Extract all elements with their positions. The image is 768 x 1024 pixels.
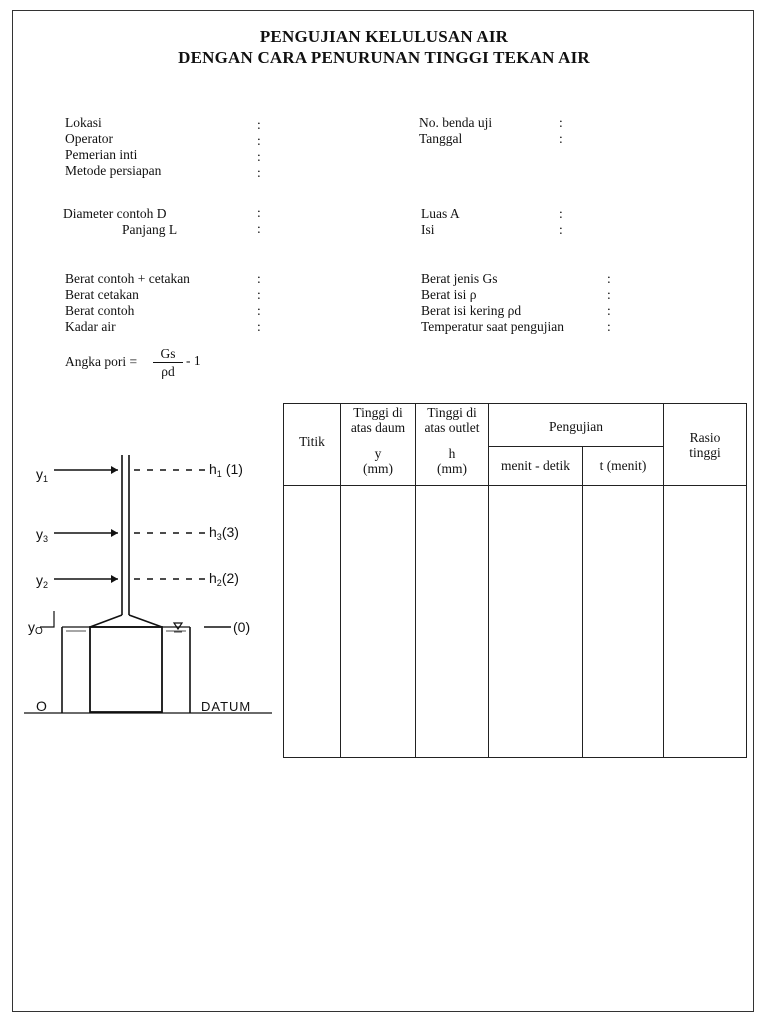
label-lokasi: Lokasi (65, 115, 102, 130)
formula-label: Angka pori = (65, 354, 138, 369)
colon-operator: : (257, 133, 261, 148)
colon-berat-isi: : (607, 287, 611, 302)
label-datum: DATUM (201, 699, 252, 714)
fraction-bar (153, 362, 183, 363)
header-menit-detik: menit - detik (489, 447, 583, 486)
label-diameter: Diameter contoh D (63, 206, 167, 221)
colon-metode-persiapan: : (257, 165, 261, 180)
label-berat-contoh: Berat contoh (65, 303, 135, 318)
formula-fraction (153, 346, 183, 379)
header-titik: Titik (284, 404, 341, 486)
label-h1: h (209, 461, 217, 477)
label-berat-contoh-cetakan: Berat contoh + cetakan (65, 271, 190, 286)
water-level-icon (174, 623, 182, 629)
colon-luas: : (559, 206, 563, 221)
colon-isi: : (559, 222, 563, 237)
label-pemerian-inti: Pemerian inti (65, 147, 138, 162)
cell-menit-detik[interactable] (489, 486, 583, 758)
svg-text:y2: $y_2$ (36, 572, 49, 590)
svg-text:yO: yO (28, 619, 43, 637)
svg-text:h1(1): $h_1$ (1) (209, 461, 243, 479)
colon-berat-jenis: : (607, 271, 611, 286)
colon-lokasi: : (257, 117, 261, 132)
colon-berat-contoh: : (257, 303, 261, 318)
header-tinggi-outlet: Tinggi di atas outlet h (mm) (416, 404, 489, 486)
cell-tinggi-daum[interactable] (341, 486, 416, 758)
label-luas: Luas A (421, 206, 460, 221)
label-isi: Isi (421, 222, 435, 237)
svg-text:h3(3): $h_3(3)$ (209, 524, 239, 542)
colon-temperatur: : (607, 319, 611, 334)
colon-pemerian-inti: : (257, 149, 261, 164)
label-berat-isi-kering: Berat isi kering ρd (421, 303, 522, 318)
formula-denominator: ρd (161, 364, 175, 379)
cell-tinggi-outlet[interactable] (416, 486, 489, 758)
header-tinggi-daum: Tinggi di atas daum y (mm) (341, 404, 416, 486)
label-h2: h (209, 570, 217, 586)
y0-bracket (40, 611, 54, 627)
title-line-2: DENGAN CARA PENURUNAN TINGGI TEKAN AIR (178, 48, 590, 67)
sample-cylinder (90, 627, 162, 712)
svg-text:y3: $y_3$ (36, 526, 49, 544)
label-operator: Operator (65, 131, 113, 146)
header-pengujian: Pengujian (489, 404, 664, 447)
label-no-benda-uji: No. benda uji (419, 115, 493, 130)
label-temperatur: Temperatur saat pengujian (421, 319, 564, 334)
test-table (283, 403, 747, 758)
label-y1: y (36, 466, 43, 482)
colon-berat-isi-kering: : (607, 303, 611, 318)
label-y3: y (36, 526, 43, 542)
cell-rasio-tinggi[interactable] (664, 486, 747, 758)
colon-no-benda-uji: : (559, 115, 563, 130)
label-kadar-air: Kadar air (65, 319, 116, 334)
colon-panjang: : (257, 221, 261, 236)
svg-text:y1: $y_1$ (36, 466, 49, 484)
cell-t-menit[interactable] (583, 486, 664, 758)
label-origin: O (36, 698, 47, 714)
colon-diameter: : (257, 205, 261, 220)
label-level0: (0) (233, 619, 251, 635)
label-panjang: Panjang L (122, 222, 178, 237)
colon-berat-cetakan: : (257, 287, 261, 302)
colon-berat-contoh-cetakan: : (257, 271, 261, 286)
label-metode-persiapan: Metode persiapan (65, 163, 162, 178)
cell-titik[interactable] (284, 486, 341, 758)
colon-tanggal: : (559, 131, 563, 146)
label-y2: y (36, 572, 43, 588)
label-berat-cetakan: Berat cetakan (65, 287, 139, 302)
funnel (90, 615, 162, 627)
colon-kadar-air: : (257, 319, 261, 334)
permeability-diagram (24, 455, 272, 717)
header-t-menit: t (menit) (583, 447, 664, 486)
label-y0: y (28, 619, 35, 635)
label-berat-jenis: Berat jenis Gs (421, 271, 498, 286)
label-berat-isi: Berat isi ρ (421, 287, 477, 302)
formula-numerator: Gs (160, 346, 176, 361)
label-h3: h (209, 524, 217, 540)
formula-suffix: - 1 (186, 353, 201, 368)
header-rasio-tinggi: Rasio tinggi (664, 404, 747, 486)
title-line-1: PENGUJIAN KELULUSAN AIR (259, 27, 509, 46)
label-tanggal: Tanggal (419, 131, 463, 146)
svg-text:h2(2): $h_2(2)$ (209, 570, 239, 588)
